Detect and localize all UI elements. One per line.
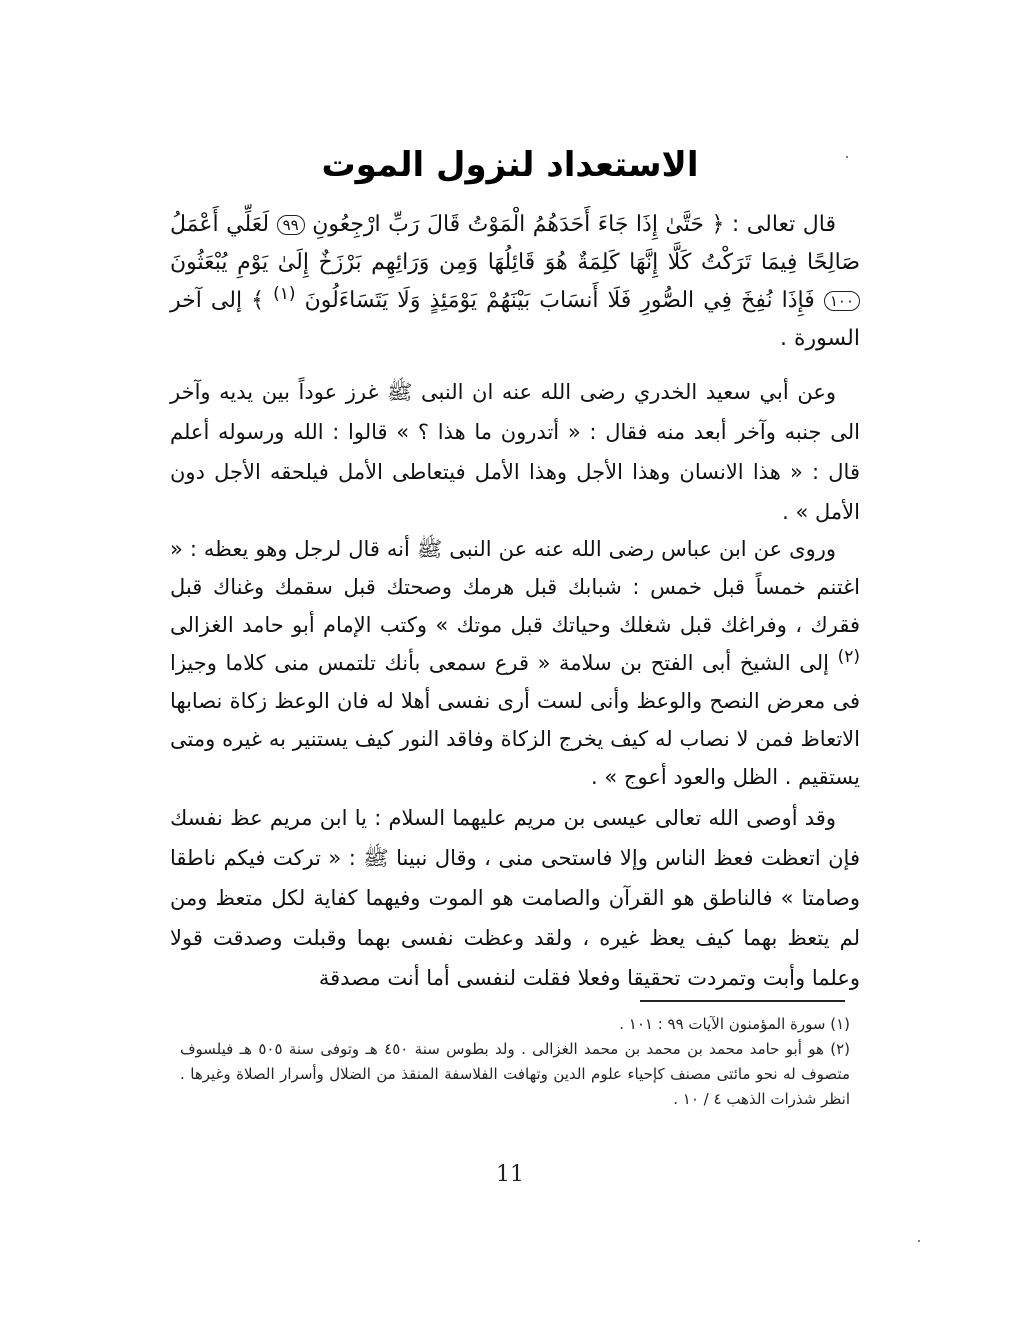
isa-advice-text: وقد أوصى الله تعالى عيسى بن مريم عليهما السلام : يا ابن مريم عظ نفسك فإن اتعظت فعظ الناس وإلا فاستحى منى ، وقال نبينا ﷺ : « تركت فيكم ناطقا وصامتا » فالناطق هو القرآن والصامت هو الموت وفيهما كفاية لكل متعظ ومن لم يتعظ بهما كيف يعظ غيره ، ولقد وعظت نفسى بهما وقبلت وصدقت قولا وعلما وأبت وتمردت تحقيقا وفعلا فقلت لنفسى أما أنت مصدقة: [170, 806, 860, 990]
footnote-separator: [640, 1000, 845, 1002]
verse-open-mark: ﴿: [711, 212, 725, 237]
verse-text-1: حَتَّىٰ إِذَا جَاءَ أَحَدَهُمُ الْمَوْتُ قَالَ رَبِّ ارْجِعُونِ: [312, 212, 705, 237]
ayah-number-100: ١٠٠: [824, 291, 860, 311]
scan-speck: [918, 1240, 920, 1242]
footnote-ref-2: (٢): [837, 647, 860, 667]
scan-speck: [846, 156, 848, 158]
hadith-paragraph-ibn-abbas: [170, 530, 860, 796]
footnotes: [180, 1012, 850, 1112]
ghazali-letter-text: إلى الشيخ أبى الفتح بن سلامة « قرع سمعى بأنك تلتمس منى كلاما وجيزا فى معرض النصح والوعظ وأنى لست أرى نفسى أهلا له فان الوعظ زكاة نصابها الاتعاظ فمن لا نصاب له كيف يخرج الزكاة وفاقد النور كيف يستنير به غيره ومتى يستقيم . الظل والعود أعوج » .: [170, 651, 860, 789]
hadith-ibn-abbas-text: وروى عن ابن عباس رضى الله عنه عن النبى ﷺ أنه قال لرجل وهو يعظه : « اغتنم خمساً قبل خمس : شبابك قبل هرمك وصحتك قبل سقمك وغناك قبل فقرك ، وفراغك قبل شغلك وحياتك قبل موتك » وكتب الإمام أبو حامد الغزالى: [170, 537, 860, 637]
verse-text-2: لَعَلِّي أَعْمَلُ صَالِحًا فِيمَا تَرَكْتُ كَلَّا إِنَّهَا كَلِمَةٌ هُوَ قَائِلُهَا وَمِن وَرَائِهِم بَرْزَخٌ إِلَىٰ يَوْمِ يُبْعَثُونَ: [170, 212, 860, 275]
quran-verse-paragraph: [170, 206, 860, 358]
paragraph-isa-advice: [170, 798, 860, 998]
verse-tail: إلى آخر السورة .: [170, 288, 860, 351]
footnote-ref-1: (١): [273, 283, 296, 304]
verse-lead: قال تعالى :: [731, 212, 836, 237]
hadith-abu-said-text: وعن أبي سعيد الخدري رضى الله عنه ان النبى ﷺ غرز عوداً بين يديه وآخر الى جنبه وآخر أبعد منه فقال : « أتدرون ما هذا ؟ » قالوا : الله ورسوله أعلم قال : « هذا الانسان وهذا الأجل وهذا الأمل فيتعاطى الأمل فيلحقه الأجل دون الأمل » .: [170, 380, 860, 524]
ayah-number-99: ٩٩: [277, 215, 305, 235]
footnote-2: (٢) هو أبو حامد محمد بن محمد بن محمد الغزالى . ولد بطوس سنة ٤٥٠ هـ وتوفى سنة ٥٠٥ هـ فيلسوف متصوف له نحو مائتى مصنف كإحياء علوم الدين وتهافت الفلاسفة المنقذ من الضلال وأسرار الصلاة وغيرها . انظر شذرات الذهب ٤ / ١٠ .: [180, 1040, 851, 1108]
page-number: 11: [496, 1162, 524, 1187]
footnote-1: (١) سورة المؤمنون الآيات ٩٩ : ١٠١ .: [619, 1015, 850, 1033]
chapter-title: الاستعداد لنزول الموت: [321, 145, 699, 185]
hadith-paragraph-abu-said: [170, 372, 860, 532]
verse-text-3: فَإِذَا نُفِخَ فِي الصُّورِ فَلَا أَنسَابَ بَيْنَهُمْ يَوْمَئِذٍ وَلَا يَتَسَاءَلُونَ: [304, 288, 815, 313]
verse-close-mark: ﴾: [251, 288, 265, 313]
